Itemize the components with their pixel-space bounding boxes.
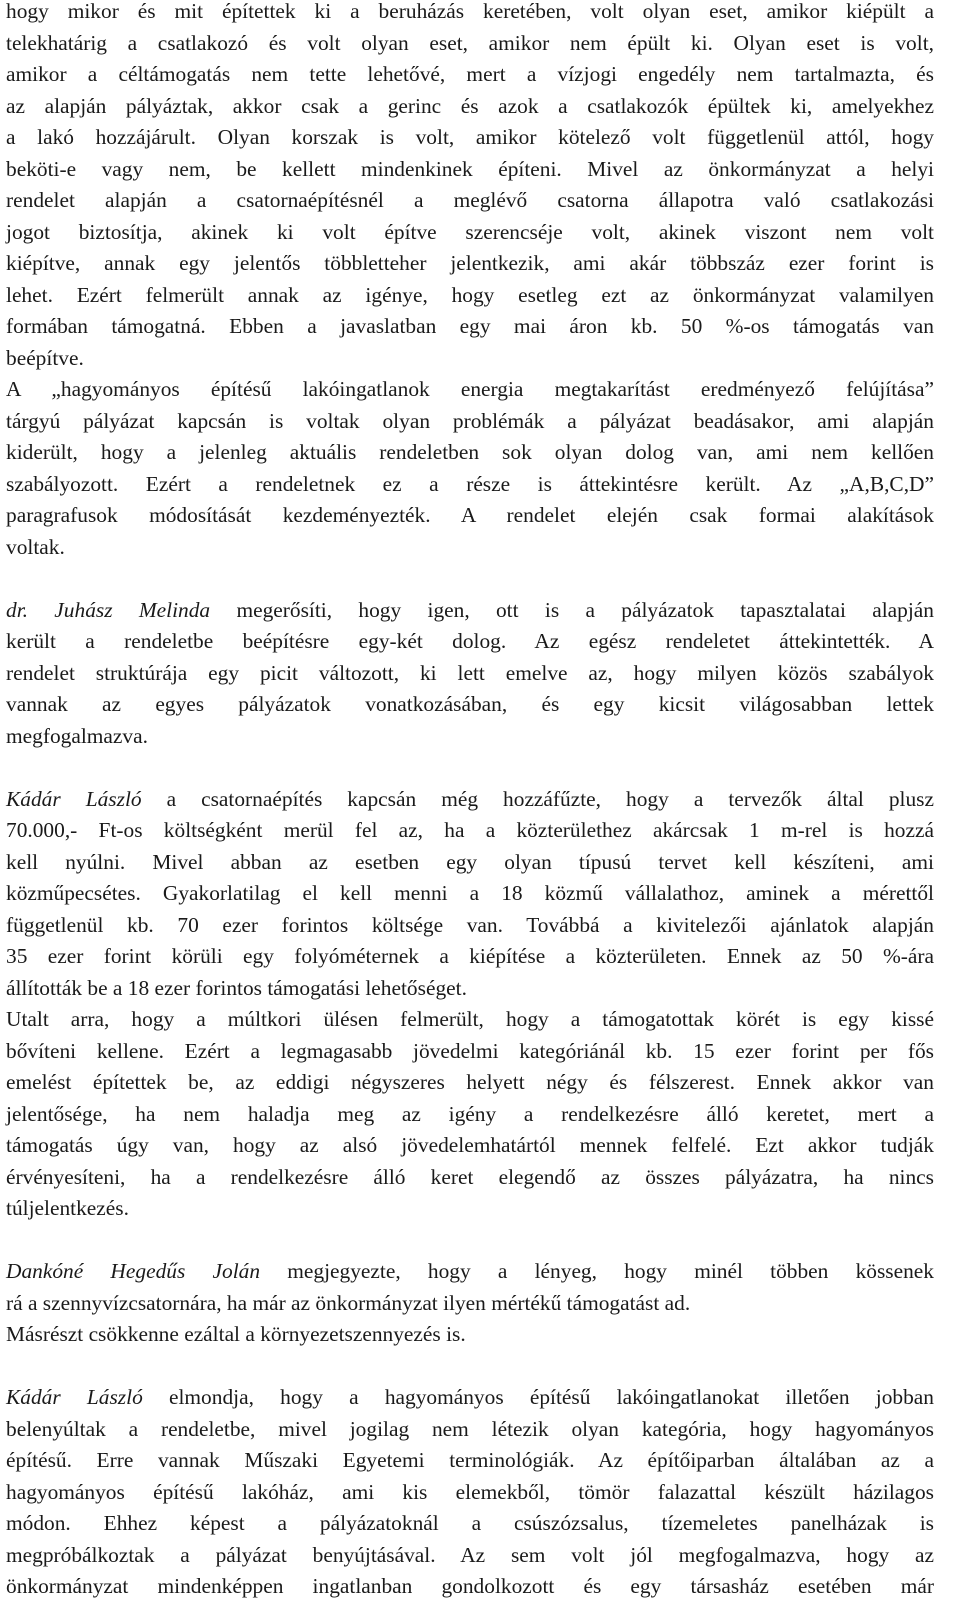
- text-line: állították be a 18 ezer forintos támogatási lehetőséget.: [6, 975, 467, 1000]
- text-line: az alapján pályáztak, akkor csak a gerinc és azok a csatlakozók épültek ki, amelyekhez: [6, 93, 934, 118]
- text-line: rendelet struktúrája egy picit változott, ki lett emelve az, hogy milyen közös szabályok: [6, 660, 934, 685]
- text-line: [6, 1256, 934, 1288]
- speaker-name: Kádár László: [6, 786, 142, 811]
- text-line: emelést építettek be, az eddigi négyszeres helyett négy és félszerest. Ennek akkor van: [6, 1070, 934, 1094]
- text-line: [6, 1382, 934, 1414]
- text-line: jelentősége, ha nem haladja meg az igény a rendelkezésre álló keretet, mert a: [6, 1101, 934, 1126]
- text-line: A „hagyományos építésű lakóingatlanok energia megtakarítást eredményező felújítása”: [6, 377, 934, 401]
- text-line: vannak az egyes pályázatok vonatkozásában, és egy kicsit világosabban lettek: [6, 692, 934, 716]
- paragraph-spacer: [6, 1225, 946, 1257]
- text-line: 35 ezer forint körüli egy folyóméternek a kiépítése a közterületen. Ennek az 50 %-ára: [6, 944, 934, 968]
- text-line: jogot biztosítja, akinek ki volt építve szerencséje volt, akinek viszont nem volt: [6, 219, 934, 244]
- text-line: túljelentkezés.: [6, 1196, 129, 1220]
- text-line: megfogalmazva.: [6, 723, 148, 748]
- text-line: függetlenül kb. 70 ezer forintos költsége van. Továbbá a kivitelezői ajánlatok alapján: [6, 912, 934, 937]
- text-line: beköti-e vagy nem, be kellett mindenkinek építeni. Mivel az önkormányzat a helyi: [6, 156, 934, 181]
- text-line: kiépítve, annak egy jelentős többletteher jelentkezik, ami akár többszáz ezer forint is: [6, 251, 934, 275]
- text-fragment: megerősíti, hogy igen, ott is a pályázatok tapasztalatai alapján: [210, 597, 934, 622]
- paragraph-block-1: [6, 0, 946, 563]
- text-line: érvényesíteni, ha a rendelkezésre álló keret elegendő az összes pályázatra, ha nincs: [6, 1164, 934, 1189]
- text-fragment: a csatornaépítés kapcsán még hozzáfűzte, hogy a tervezők által plusz: [141, 786, 934, 811]
- text-line: beépítve.: [6, 345, 84, 370]
- text-line: rendelet alapján a csatornaépítésnél a meglévő csatorna állapotra való csatlakozási: [6, 188, 934, 212]
- text-line: Másrészt csökkenne ezáltal a környezetszennyezés is.: [6, 1322, 466, 1346]
- speaker-name: Kádár László: [6, 1385, 143, 1409]
- text-line: módon. Ehhez képest a pályázatoknál a csúszózsalus, tízemeletes panelházak is: [6, 1511, 934, 1535]
- text-line: szabályozott. Ezért a rendeletnek ez a része is áttekintésre került. Az „A,B,C,D”: [6, 471, 934, 496]
- paragraph-spacer: [6, 1351, 946, 1383]
- text-line: paragrafusok módosítását kezdeményezték. A rendelet elején csak formai alakítások: [6, 503, 934, 527]
- text-line: telekhatárig a csatlakozó és volt olyan eset, amikor nem épült ki. Olyan eset is volt,: [6, 30, 934, 55]
- text-fragment: elmondja, hogy a hagyományos építésű lakóingatlanokat illetően jobban: [142, 1385, 934, 1409]
- paragraph-spacer: [6, 563, 946, 595]
- paragraph-block-4: [6, 1256, 946, 1351]
- text-line: közműpecsétes. Gyakorlatilag el kell menni a 18 közmű vállalathoz, aminek a mérettől: [6, 881, 934, 905]
- text-line: lehet. Ezért felmerült annak az igénye, hogy esetleg ezt az önkormányzat valamilyen: [6, 282, 934, 307]
- text-line: hogy mikor és mit építettek ki a beruházás keretében, volt olyan eset, amikor kiépült a: [6, 0, 934, 23]
- text-fragment: megjegyezte, hogy a lényeg, hogy minél többen kössenek: [260, 1259, 934, 1283]
- text-line: amikor a céltámogatás nem tette lehetővé, mert a vízjogi engedély nem tartalmazta, és: [6, 62, 934, 86]
- text-line: rá a szennyvízcsatornára, ha már az önkormányzat ilyen mértékű támogatást ad.: [6, 1290, 691, 1315]
- text-line: megpróbálkoztak a pályázat benyújtásával. Az sem volt jól megfogalmazva, hogy az: [6, 1542, 934, 1567]
- speaker-name: Dankóné Hegedűs Jolán: [6, 1259, 261, 1283]
- text-line: 70.000,- Ft-os költségként merül fel az, ha a közterülethez akárcsak 1 m-rel is hozzá: [6, 818, 934, 842]
- paragraph-block-3: [6, 784, 946, 1225]
- text-line: formában támogatná. Ebben a javaslatban egy mai áron kb. 50 %-os támogatás van: [6, 314, 934, 338]
- text-line: hagyományos építésű lakóház, ami kis elemekből, tömör falazattal készült házilagos: [6, 1479, 934, 1504]
- speaker-name: dr. Juhász Melinda: [6, 597, 211, 622]
- text-line: [6, 595, 934, 627]
- text-line: bővíteni kellene. Ezért a legmagasabb jövedelmi kategóriánál kb. 15 ezer forint per fős: [6, 1038, 934, 1063]
- text-line: [6, 784, 934, 816]
- text-line: belenyúltak a rendeletbe, mivel jogilag nem létezik olyan kategória, hogy hagyományos: [6, 1416, 934, 1441]
- paragraph-spacer: [6, 752, 946, 784]
- text-line: tárgyú pályázat kapcsán is voltak olyan problémák a pályázat beadásakor, ami alapján: [6, 408, 934, 433]
- text-line: kiderült, hogy a jelenleg aktuális rendeletben sok olyan dolog van, ami nem kellően: [6, 440, 934, 464]
- text-line: voltak.: [6, 534, 65, 559]
- paragraph-block-5: [6, 1382, 946, 1603]
- text-line: a lakó hozzájárult. Olyan korszak is volt, amikor kötelező volt függetlenül attól, hogy: [6, 125, 934, 149]
- text-line: támogatás úgy van, hogy az alsó jövedelemhatártól mennek felfelé. Ezt akkor tudják: [6, 1133, 934, 1157]
- document-page: [6, 0, 946, 1603]
- text-line: Utalt arra, hogy a múltkori ülésen felmerült, hogy a támogatottak körét is egy kissé: [6, 1007, 934, 1031]
- text-line: önkormányzat mindenképpen ingatlanban gondolkozott és egy társasház esetében már: [6, 1574, 934, 1598]
- text-line: kell nyúlni. Mivel abban az esetben egy olyan típusú tervet kell készíteni, ami: [6, 849, 934, 874]
- paragraph-block-2: [6, 595, 946, 753]
- text-line: került a rendeletbe beépítésre egy-két dolog. Az egész rendeletet áttekintették. A: [6, 629, 934, 653]
- text-line: építésű. Erre vannak Műszaki Egyetemi terminológiák. Az építőiparban általában az a: [6, 1448, 934, 1472]
